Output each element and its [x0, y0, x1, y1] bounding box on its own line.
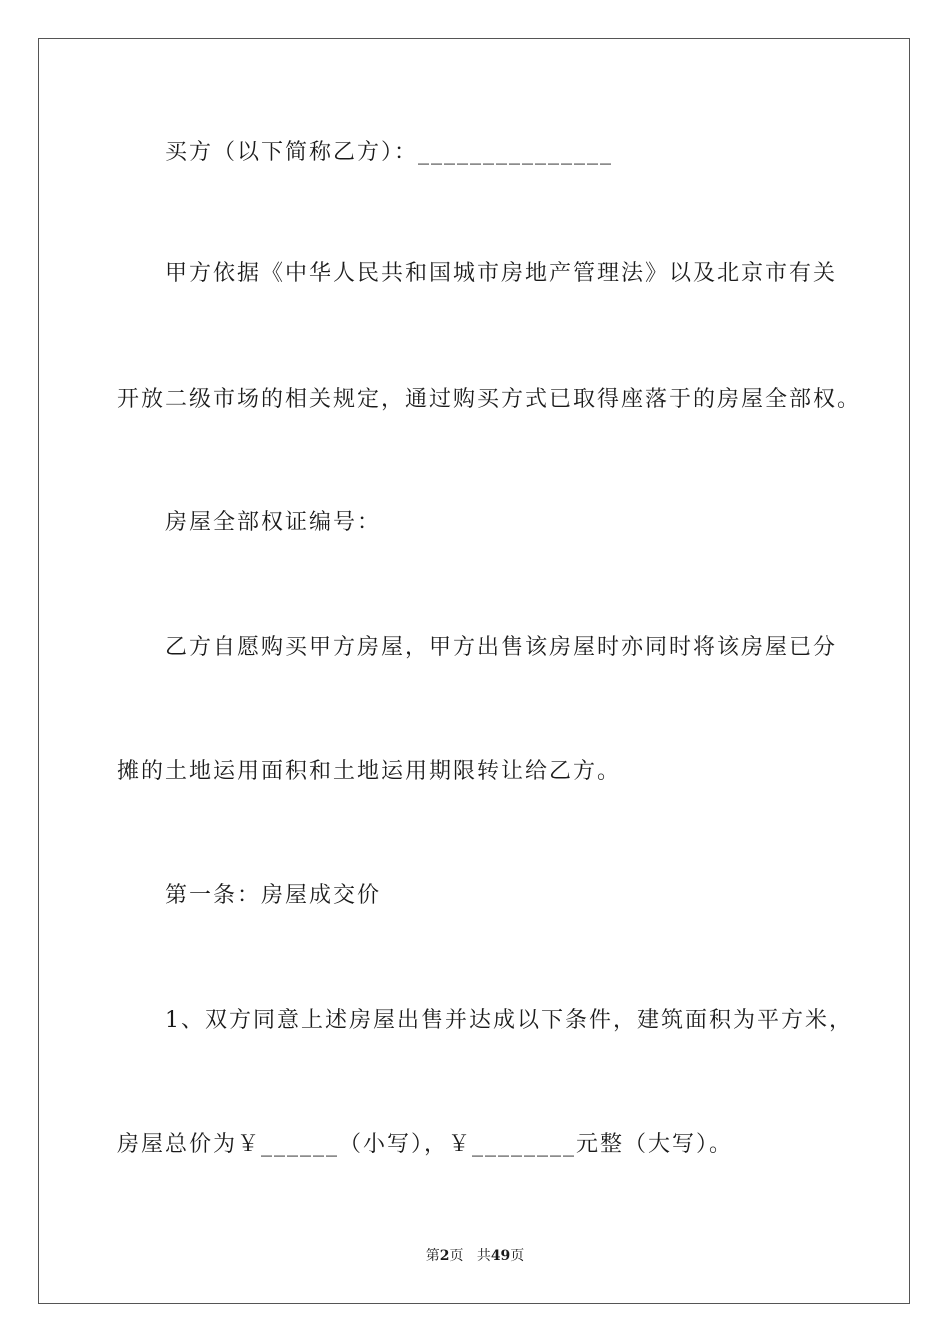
paragraph-purchase-line-2: 摊的土地运用面积和土地运用期限转让给乙方。 [117, 759, 622, 784]
footer-total-pages: 49 [490, 1248, 511, 1264]
clause-1-line-1: 1、双方同意上述房屋出售并达成以下条件，建筑面积为平方米， [165, 1008, 853, 1033]
footer-page-prefix: 第 [425, 1248, 440, 1264]
paragraph-basis-line-2: 开放二级市场的相关规定，通过购买方式已取得座落于的房屋全部权。 [117, 387, 862, 412]
buyer-line: 买方（以下简称乙方）：_______________ [165, 140, 614, 165]
page-border [38, 38, 910, 1304]
paragraph-basis-line-1: 甲方依据《中华人民共和国城市房地产管理法》以及北京市有关 [165, 261, 838, 286]
clause-1-line-2: 房屋总价为￥______（小写），￥________元整（大写）。 [117, 1132, 734, 1157]
footer-page-suffix: 页 [449, 1248, 464, 1264]
paragraph-purchase-line-1: 乙方自愿购买甲方房屋，甲方出售该房屋时亦同时将该房屋已分 [165, 635, 838, 660]
footer-page-number: 2 [439, 1248, 450, 1264]
certificate-number-line: 房屋全部权证编号： [165, 510, 382, 535]
footer-total-suffix: 页 [510, 1248, 525, 1264]
page-footer [0, 1246, 950, 1266]
article-one-heading: 第一条：房屋成交价 [165, 883, 382, 908]
footer-total-prefix: 共 [476, 1248, 491, 1264]
